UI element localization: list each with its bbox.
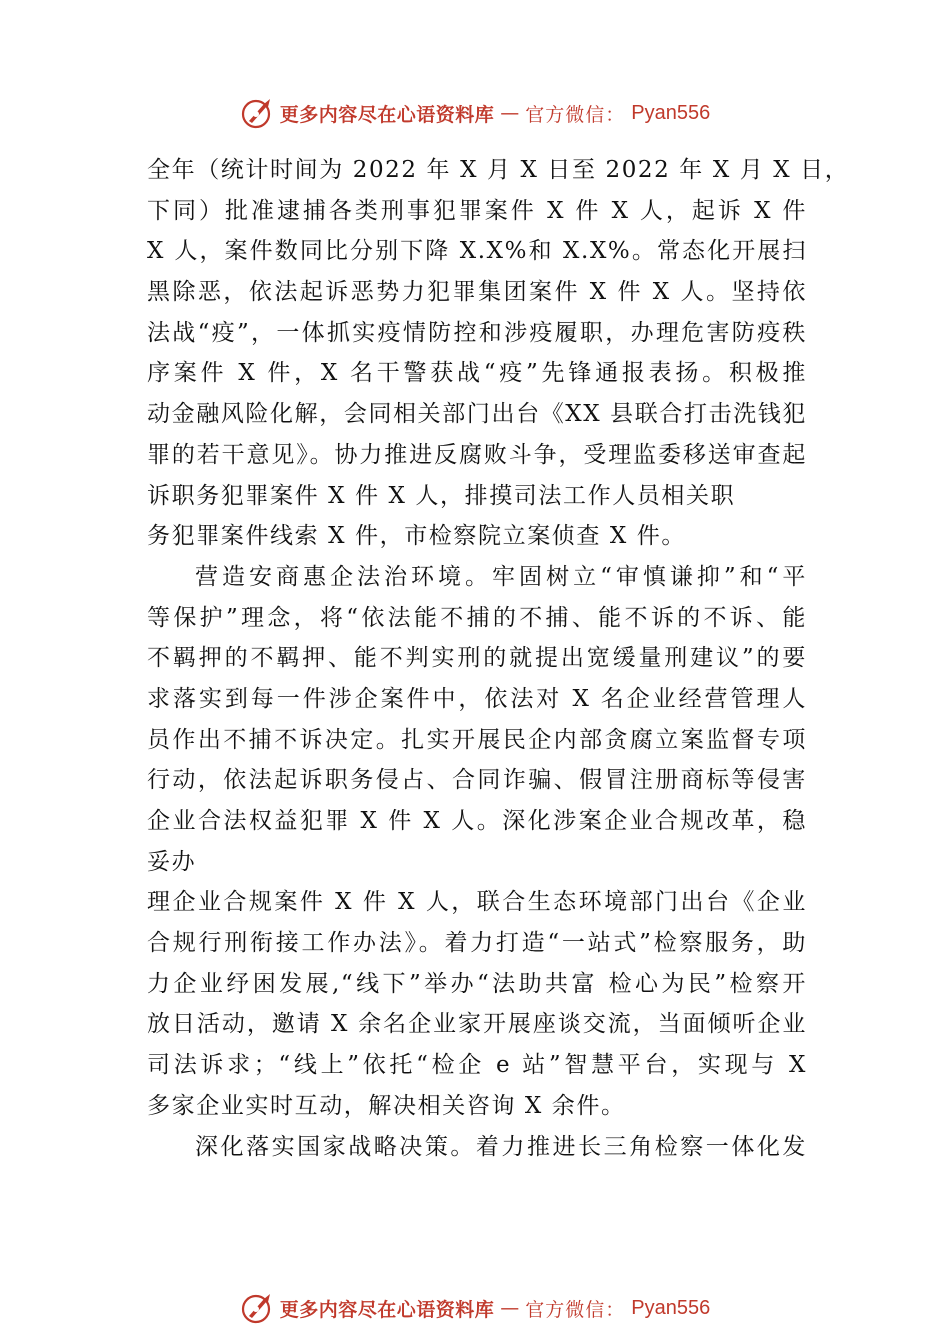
footer-watermark [0,1288,950,1328]
text-line: 下同）批准逮捕各类刑事犯罪案件 X 件 X 人，起诉 X 件 [147,197,807,224]
text-line: 营造安商惠企法治环境。牢固树立“审慎谦抑”和“平 [195,563,807,590]
text-line: 合规行刑衔接工作办法》。着力打造“一站式”检察服务，助 [147,930,807,957]
watermark-sub-text: 官方微信： [525,1298,626,1321]
header-watermark [0,93,950,133]
watermark-dash: — [500,102,520,124]
text-line: 妥办 [147,848,197,875]
watermark-main-text: 更多内容尽在心语资料库 [279,103,495,126]
watermark-main-text: 更多内容尽在心语资料库 [279,1298,495,1321]
text-line: X 人，案件数同比分别下降 X.X%和 X.X%。常态化开展扫 [147,238,807,265]
text-line: 黑除恶，依法起诉恶势力犯罪集团案件 X 件 X 人。坚持依 [147,279,807,306]
text-line: 序案件 X 件，X 名干警获战“疫”先锋通报表扬。积极推 [147,360,807,387]
text-line: 全年（统计时间为 2022 年 X 月 X 日至 2022 年 X 月 X 日， [147,157,850,183]
text-line: 务犯罪案件线索 X 件，市检察院立案侦查 X 件。 [147,523,686,550]
text-line: 员作出不捕不诉决定。扎实开展民企内部贪腐立案监督专项 [147,726,807,753]
watermark-wechat-id: Pyan556 [631,101,711,124]
text-line: 放日活动，邀请 X 余名企业家开展座谈交流，当面倾听企业 [147,1011,807,1038]
watermark-wechat-id: Pyan556 [631,1296,711,1319]
text-line: 行动，依法起诉职务侵占、合同诈骗、假冒注册商标等侵害 [147,767,807,794]
text-line: 诉职务犯罪案件 X 件 X 人，排摸司法工作人员相关职 [147,482,736,509]
text-line: 理企业合规案件 X 件 X 人，联合生态环境部门出台《企业 [147,889,807,916]
quill-pen-circle-icon [240,96,274,130]
text-line: 司法诉求；“线上”依托“检企 e 站”智慧平台，实现与 X [147,1052,807,1079]
text-line: 求落实到每一件涉企案件中，依法对 X 名企业经营管理人 [147,685,807,712]
text-line: 不羁押的不羁押、能不判实刑的就提出宽缓量刑建议”的要 [147,645,807,672]
text-line: 力企业纾困发展,“线下”举办“法助共富 检心为民”检察开 [147,970,807,997]
document-body [147,150,850,1167]
text-line: 企业合法权益犯罪 X 件 X 人。深化涉案企业合规改革，稳 [147,808,807,834]
text-line: 罪的若干意见》。协力推进反腐败斗争，受理监委移送审查起 [147,441,807,468]
watermark-dash: — [500,1297,520,1319]
quill-pen-circle-icon [240,1291,274,1325]
text-line: 等保护”理念，将“依法能不捕的不捕、能不诉的不诉、能 [147,604,807,631]
text-line: 多家企业实时互动，解决相关咨询 X 余件。 [147,1092,626,1119]
text-line: 动金融风险化解，会同相关部门出台《XX 县联合打击洗钱犯 [147,401,807,428]
text-line: 法战“疫”，一体抓实疫情防控和涉疫履职，办理危害防疫秩 [147,319,807,346]
watermark-sub-text: 官方微信： [525,103,626,126]
text-line: 深化落实国家战略决策。着力推进长三角检察一体化发 [195,1133,807,1160]
